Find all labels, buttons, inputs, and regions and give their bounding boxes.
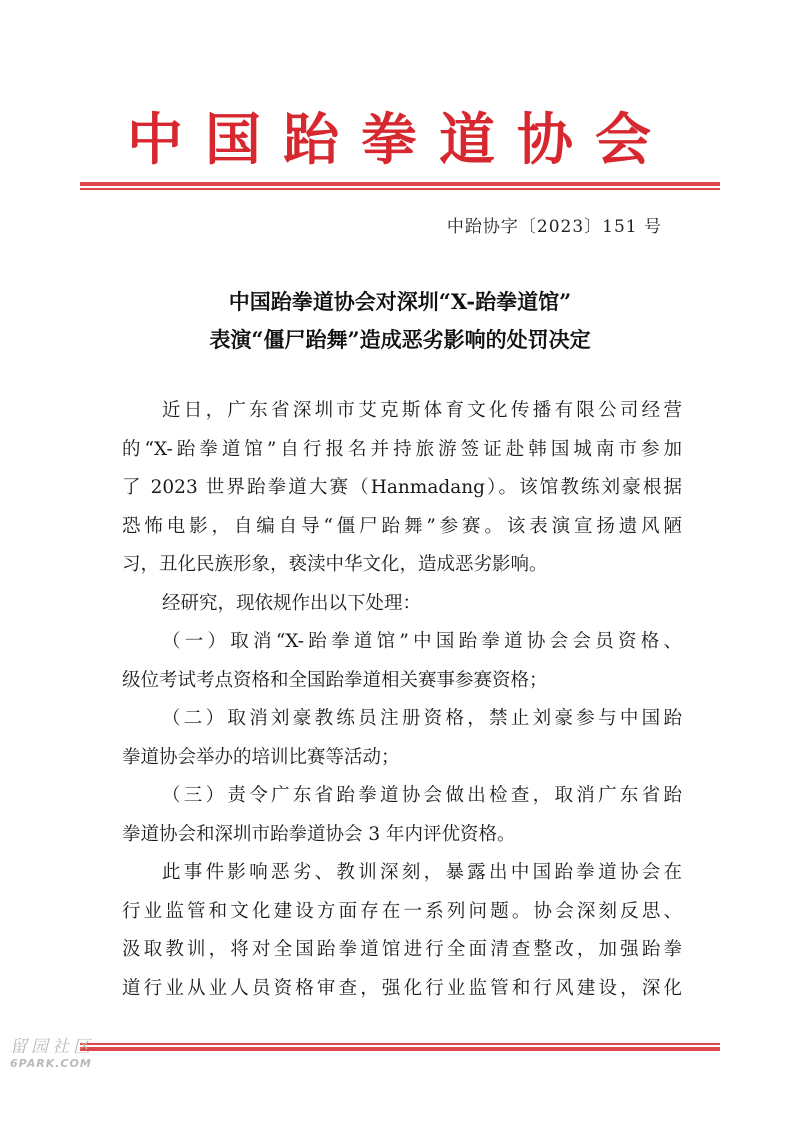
heading-line-2: 表演“僵尸跆舞”造成恶劣影响的处罚决定	[209, 327, 591, 352]
body-line: 了 2023 世界跆拳道大赛（Hanmadang）。该馆教练刘豪根据	[122, 477, 682, 498]
watermark-en-text: 6PARK.COM	[10, 1057, 92, 1070]
document-number: 中跆协字〔2023〕151 号	[446, 217, 662, 237]
body-line: 此事件影响恶劣、教训深刻，暴露出中国跆拳道协会在	[162, 862, 682, 883]
body-line: 级位考试考点资格和全国跆拳道相关赛事参赛资格；	[122, 669, 548, 691]
rule-thin-line	[80, 188, 720, 190]
document-heading	[0, 283, 800, 359]
body-line: 道行业从业人员资格审查，强化行业监管和行风建设，深化	[122, 977, 682, 999]
body-line: 的“X-跆拳道馆”自行报名并持旅游签证赴韩国城南市参加	[122, 438, 682, 460]
body-line: 恐怖电影，自编自导“僵尸跆舞”参赛。该表演宣扬遗风陋	[122, 515, 682, 537]
body-line: 习，丑化民族形象，亵渎中华文化，造成恶劣影响。	[122, 554, 548, 575]
letterhead-red-rule	[80, 182, 720, 190]
watermark-cn-text: 留园社区	[10, 1037, 94, 1057]
body-line: （一）取消“X-跆拳道馆”中国跆拳道协会会员资格、	[162, 631, 682, 652]
body-line: 汲取教训，将对全国跆拳道馆进行全面清查整改，加强跆拳	[122, 939, 682, 960]
org-letterhead-title: 中国跆拳道协会	[127, 107, 673, 173]
body-line: （二）取消刘豪教练员注册资格，禁止刘豪参与中国跆	[162, 708, 682, 729]
body-line: 经研究，现依规作出以下处理：	[162, 592, 422, 614]
heading-line-1: 中国跆拳道协会对深圳“X-跆拳道馆”	[228, 289, 572, 314]
body-line: 拳道协会和深圳市跆拳道协会 3 年内评优资格。	[122, 823, 516, 845]
rule-thick-line	[80, 1047, 720, 1051]
document-body	[122, 392, 682, 1008]
body-line: （三）责令广东省跆拳道协会做出检查，取消广东省跆	[162, 785, 682, 806]
site-watermark	[10, 1032, 110, 1070]
body-line: 拳道协会举办的培训比赛等活动；	[122, 746, 400, 768]
body-line: 近日，广东省深圳市艾克斯体育文化传播有限公司经营	[162, 400, 682, 421]
footer-red-rule	[80, 1043, 720, 1051]
body-line: 行业监管和文化建设方面存在一系列问题。协会深刻反思、	[122, 900, 682, 922]
rule-thick-line	[80, 182, 720, 186]
rule-thin-line	[80, 1043, 720, 1045]
